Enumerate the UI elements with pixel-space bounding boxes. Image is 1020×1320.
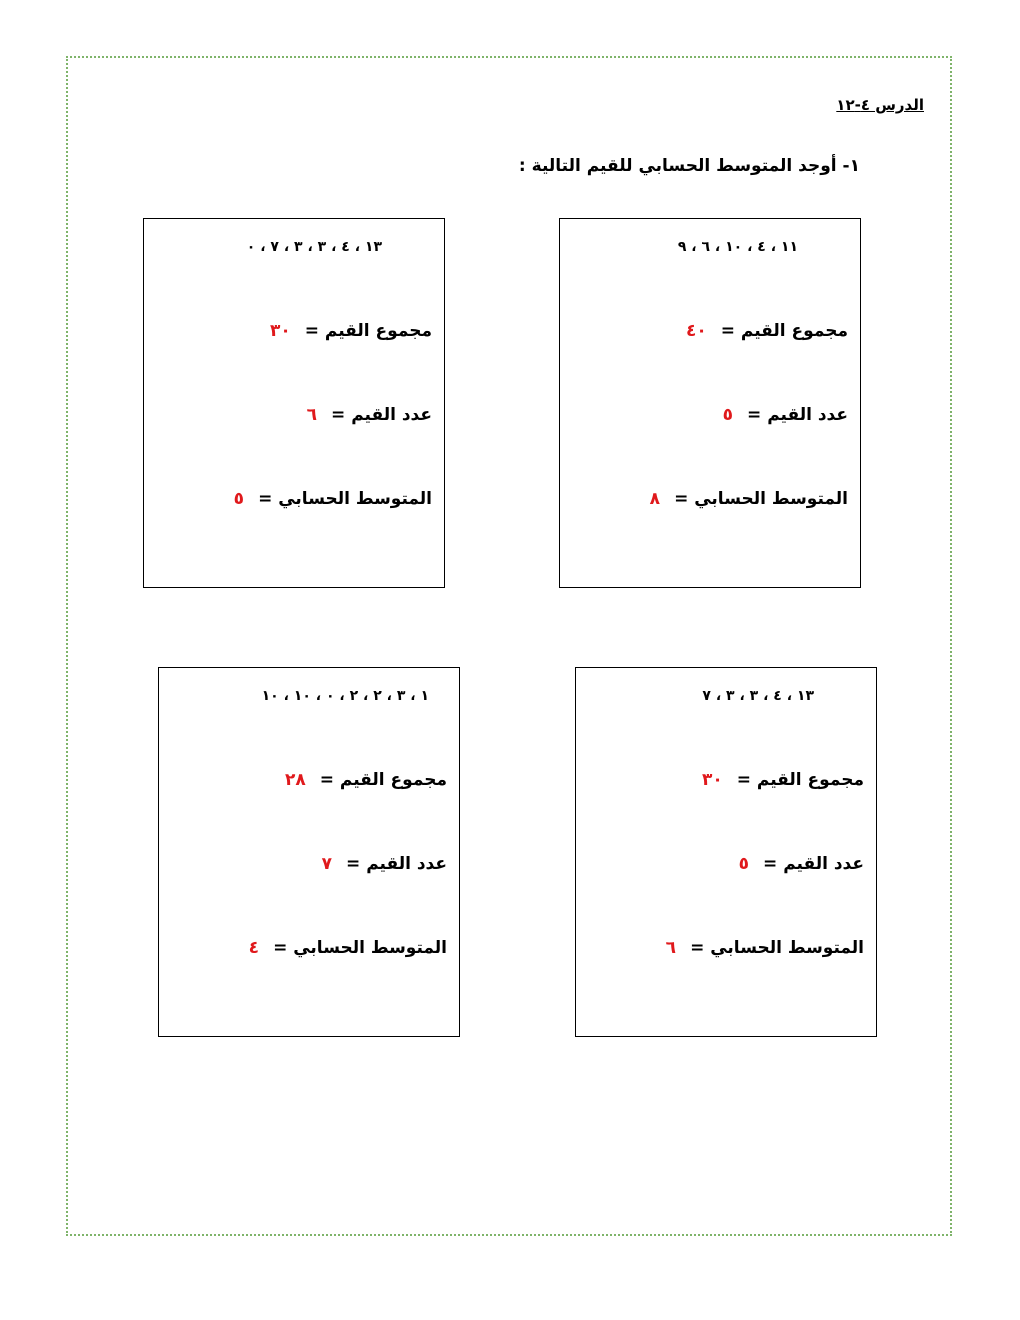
count-row <box>723 405 848 425</box>
problem-box-2 <box>143 218 445 588</box>
count-answer: ٥ <box>738 854 750 874</box>
mean-label: المتوسط الحسابي = <box>690 938 864 958</box>
count-row <box>307 405 432 425</box>
sum-label: مجموع القيم = <box>720 321 848 341</box>
mean-answer: ٤ <box>248 938 260 958</box>
sum-row <box>702 770 864 790</box>
sum-answer: ٢٨ <box>284 770 306 790</box>
count-answer: ٥ <box>722 405 734 425</box>
mean-row <box>249 938 447 958</box>
count-row <box>322 854 447 874</box>
problem-box-4 <box>158 667 460 1037</box>
sum-answer: ٤٠ <box>685 321 707 341</box>
problem-box-1 <box>559 218 861 588</box>
sum-label: مجموع القيم = <box>736 770 864 790</box>
count-label: عدد القيم = <box>346 854 447 874</box>
sum-label: مجموع القيم = <box>319 770 447 790</box>
sum-answer: ٣٠ <box>269 321 291 341</box>
problem-box-3 <box>575 667 877 1037</box>
problem-values: ١٣ ، ٤ ، ٣ ، ٣ ، ٧ <box>702 688 814 704</box>
lesson-title: الدرس ٤-١٢ <box>836 96 924 114</box>
mean-answer: ٦ <box>665 938 677 958</box>
problem-values: ١٣ ، ٤ ، ٣ ، ٣ ، ٧ ، ٠ <box>246 239 382 255</box>
count-label: عدد القيم = <box>763 854 864 874</box>
sum-row <box>285 770 447 790</box>
count-answer: ٦ <box>306 405 318 425</box>
sum-row <box>270 321 432 341</box>
question-text: ١- أوجد المتوسط الحسابي للقيم التالية : <box>518 156 860 176</box>
count-row <box>739 854 864 874</box>
count-label: عدد القيم = <box>747 405 848 425</box>
problem-values: ١ ، ٣ ، ٢ ، ٢ ، ٠ ، ١٠ ، ١٠ <box>261 688 429 704</box>
mean-answer: ٨ <box>649 489 661 509</box>
mean-label: المتوسط الحسابي = <box>258 489 432 509</box>
count-label: عدد القيم = <box>331 405 432 425</box>
sum-answer: ٣٠ <box>701 770 723 790</box>
sum-row <box>686 321 848 341</box>
count-answer: ٧ <box>321 854 333 874</box>
mean-row <box>234 489 432 509</box>
mean-row <box>666 938 864 958</box>
sum-label: مجموع القيم = <box>304 321 432 341</box>
mean-answer: ٥ <box>233 489 245 509</box>
problem-values: ١١ ، ٤ ، ١٠ ، ٦ ، ٩ <box>677 239 798 255</box>
mean-label: المتوسط الحسابي = <box>273 938 447 958</box>
mean-row <box>650 489 848 509</box>
mean-label: المتوسط الحسابي = <box>674 489 848 509</box>
